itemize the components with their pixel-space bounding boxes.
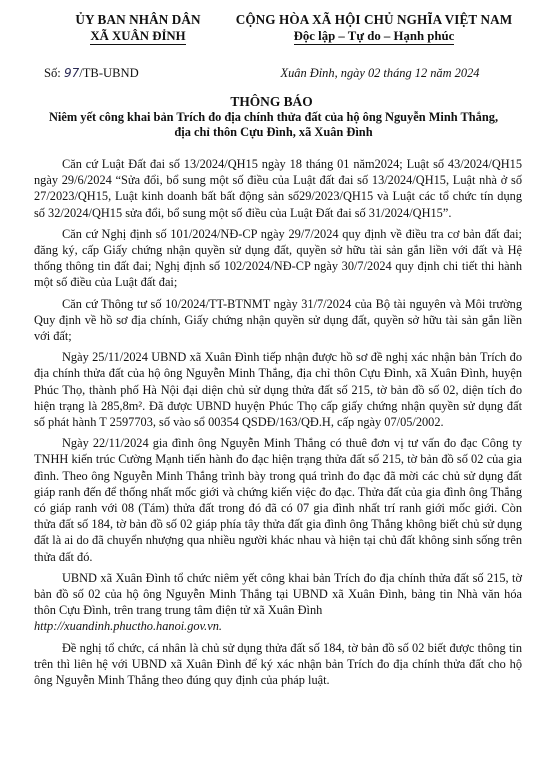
authority-name: ỦY BAN NHÂN DÂN — [75, 12, 201, 27]
document-number-handwritten: 97 — [63, 66, 80, 80]
commune-name — [38, 29, 238, 44]
national-title: CỘNG HÒA XÃ HỘI CHỦ NGHĨA VIỆT NAM — [235, 12, 513, 27]
document-subtitle: Niêm yết công khai bản Trích đo địa chính thửa đất của hộ ông Nguyễn Minh Thắng, địa chỉ thôn Cựu Đình, xã Xuân Đình — [48, 110, 499, 139]
commune-name-text: XÃ XUÂN ĐỈNH — [90, 29, 186, 43]
national-motto — [224, 29, 524, 44]
document-number-prefix: Số: — [44, 66, 64, 80]
document-number — [44, 66, 139, 81]
paragraph: Căn cứ Luật Đất đai số 13/2024/QH15 ngày 18 tháng 01 năm2024; Luật số 43/2024/QH15 ngày 29/6/2024 “Sửa đổi, bổ sung một số điều của Luật đất đai số 13/2024/QH15, Luật nhà ở số 27/2023/QH15, Luật kinh doanh bất bất động sản số29/2023/QH15 và Luật các tổ chức tín dụng số 32/2024/QH15 sửa đổi, bổ sung một số điều của Luật Đất đai số 31/2024/QH15”. — [34, 157, 522, 220]
paragraph: Ngày 22/11/2024 gia đình ông Nguyễn Minh Thắng có thuê đơn vị tư vấn đo đạc Công ty TNHH kiến trúc Cường Mạnh tiến hành đo đạc hiện trạng thửa đất số 215, tờ bản đồ số 02 của gia đình. Theo ông Nguyễn Minh Thắng trình bày trong quá trình đo đạc đã mời các chủ sử dụng đất giáp ranh đến để thống nhất mốc giới và chứng kiến việc đo đạc. Thửa đất của gia đình ông Thắng có giáp ranh với 08 (Tám) thửa đất trong đó đã có 07 gia đình nhất trí ranh giới mốc giới. Còn thửa đất số 184, tờ bản đồ số 02 giáp phía tây thửa đất gia đình ông Thắng không biết chủ sử dụng đất là ai do đã chuyển nhượng qua nhiều người khác nhau và hiện tại chủ đất không sinh sống trên thửa đất đó. — [34, 436, 522, 564]
place-and-date: Xuân Đỉnh, ngày 02 tháng 12 năm 2024 — [280, 66, 480, 80]
issuing-authority — [38, 12, 238, 44]
paragraph: Căn cứ Thông tư số 10/2024/TT-BTNMT ngày 31/7/2024 của Bộ tài nguyên và Môi trường Quy định về hồ sơ địa chính, Giấy chứng nhận quyền sử dụng đất, quyền sở hữu tài sản gắn liền với đất; — [34, 296, 522, 344]
national-motto-text: Độc lập – Tự do – Hạnh phúc — [293, 29, 455, 43]
paragraph: Ngày 25/11/2024 UBND xã Xuân Đình tiếp nhận được hồ sơ đề nghị xác nhận bản Trích đo địa chính thửa đất của hộ ông Nguyễn Minh Thắng, địa chỉ thôn Cựu Đình, xã Xuân Đình, huyện Phúc Thọ, thành phố Hà Nội đại diện chủ sử dụng thửa đất số 215, tờ bản đồ số 02, diện tích đo hiện trạng là 285,8m². Đã được UBND huyện Phúc Thọ cấp giấy chứng nhận quyền sử dụng đất số phát hành T 2597703, số vào sổ 00354 QSDĐ/163/QĐ.H, cấp ngày 07/05/2002. — [34, 350, 522, 430]
document-number-suffix: /TB-UBND — [79, 66, 139, 80]
paragraph: Căn cứ Nghị định số 101/2024/NĐ-CP ngày 29/7/2024 quy định về điều tra cơ bản đất đai; đăng ký, cấp Giấy chứng nhận quyền sử dụng đất, quyền sở hữu tài sản gắn liền với đất và Hệ thống thông tin đất đai; Nghị định số 102/2024/NĐ-CP ngày 30/7/2024 quy định chi tiết thi hành một số điều của Luật đất đai; — [34, 226, 522, 290]
document-title: THÔNG BÁO — [230, 94, 313, 109]
paragraph: UBND xã Xuân Đình tổ chức niêm yết công khai bản Trích đo địa chính thửa đất số 215, tờ bản đồ số 02 của hộ ông Nguyễn Minh Thắng tại UBND xã Xuân Đình, bảng tin Nhà văn hóa thôn Cựu Đình, trên trang trung tâm điện tử xã Xuân Đình — [34, 570, 522, 618]
website-link[interactable]: http://xuandinh.phuctho.hanoi.gov.vn. — [34, 619, 222, 634]
paragraph: Đề nghị tổ chức, cá nhân là chủ sử dụng thửa đất số 184, tờ bản đồ số 02 biết được thông tin trên thì liên hệ với UBND xã Xuân Đình để ký xác nhận bản Trích đo địa chính thửa đất cho hộ ông Nguyễn Minh Thắng theo đúng quy định của pháp luật. — [34, 640, 522, 688]
document-body — [34, 156, 522, 693]
national-header — [224, 12, 524, 44]
